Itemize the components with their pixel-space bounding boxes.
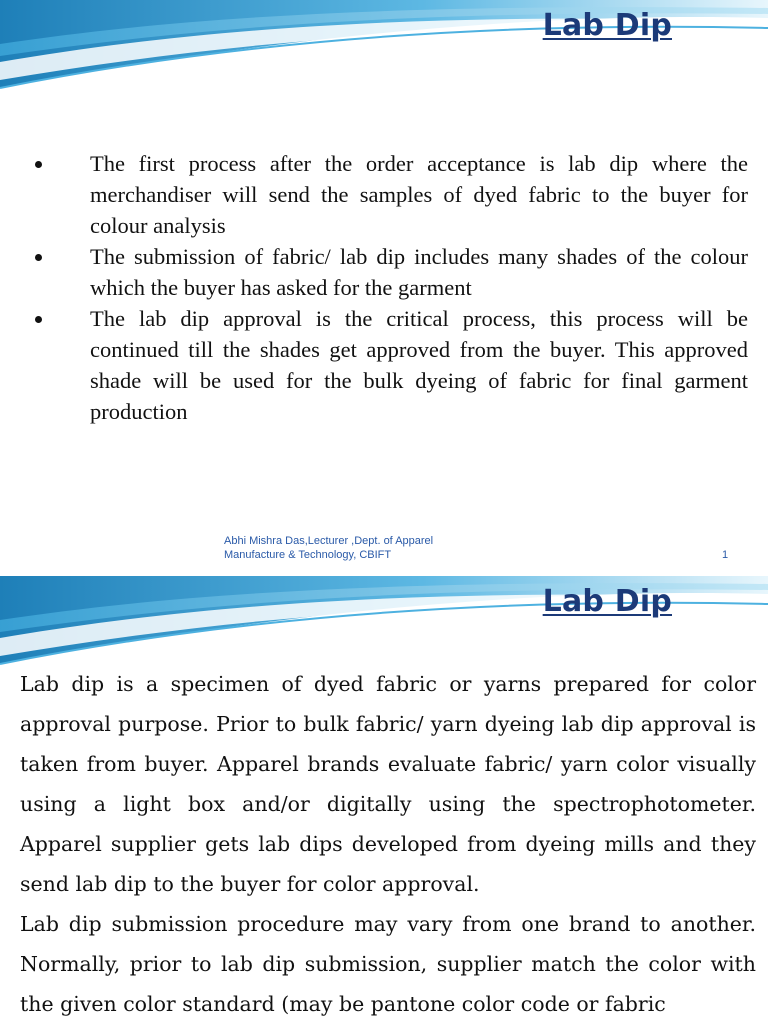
bullet-icon <box>35 254 42 261</box>
slide-title: Lab Dip <box>542 584 672 619</box>
bullet-icon <box>35 161 42 168</box>
footer-author: Abhi Mishra Das,Lecturer ,Dept. of Apparel <box>224 535 434 547</box>
footer-department: Manufacture & Technology, CBIFT <box>224 549 392 561</box>
slide-title: Lab Dip <box>542 8 672 43</box>
slide-footer <box>224 534 484 562</box>
paragraph: Lab dip submission procedure may vary from one brand to another. Normally, prior to lab dip submission, supplier match the color with the given color standard (may be pantone color code or fabric <box>20 912 756 1016</box>
body-text <box>20 664 756 1024</box>
slide-2 <box>0 576 768 1024</box>
bullet-list <box>22 148 748 427</box>
paragraph: Lab dip is a specimen of dyed fabric or yarns prepared for color approval purpose. Prior to bulk fabric/ yarn dyeing lab dip approval is taken from buyer. Apparel brands evaluate fabric/ yarn color visually using a light box and/or digitally using the spectrophotometer. Apparel supplier gets lab dips developed from dyeing mills and they send lab dip to the buyer for color approval. <box>20 672 756 896</box>
bullet-item: The lab dip approval is the critical process, this process will be continued till the shades get approved from the buyer. This approved shade will be used for the bulk dyeing of fabric for final garment production <box>22 303 748 427</box>
bullet-icon <box>35 316 42 323</box>
page-number: 1 <box>722 549 729 561</box>
bullet-item: The first process after the order acceptance is lab dip where the merchandiser will send the samples of dyed fabric to the buyer for colour analysis <box>22 148 748 241</box>
bullet-item: The submission of fabric/ lab dip includes many shades of the colour which the buyer has asked for the garment <box>22 241 748 303</box>
